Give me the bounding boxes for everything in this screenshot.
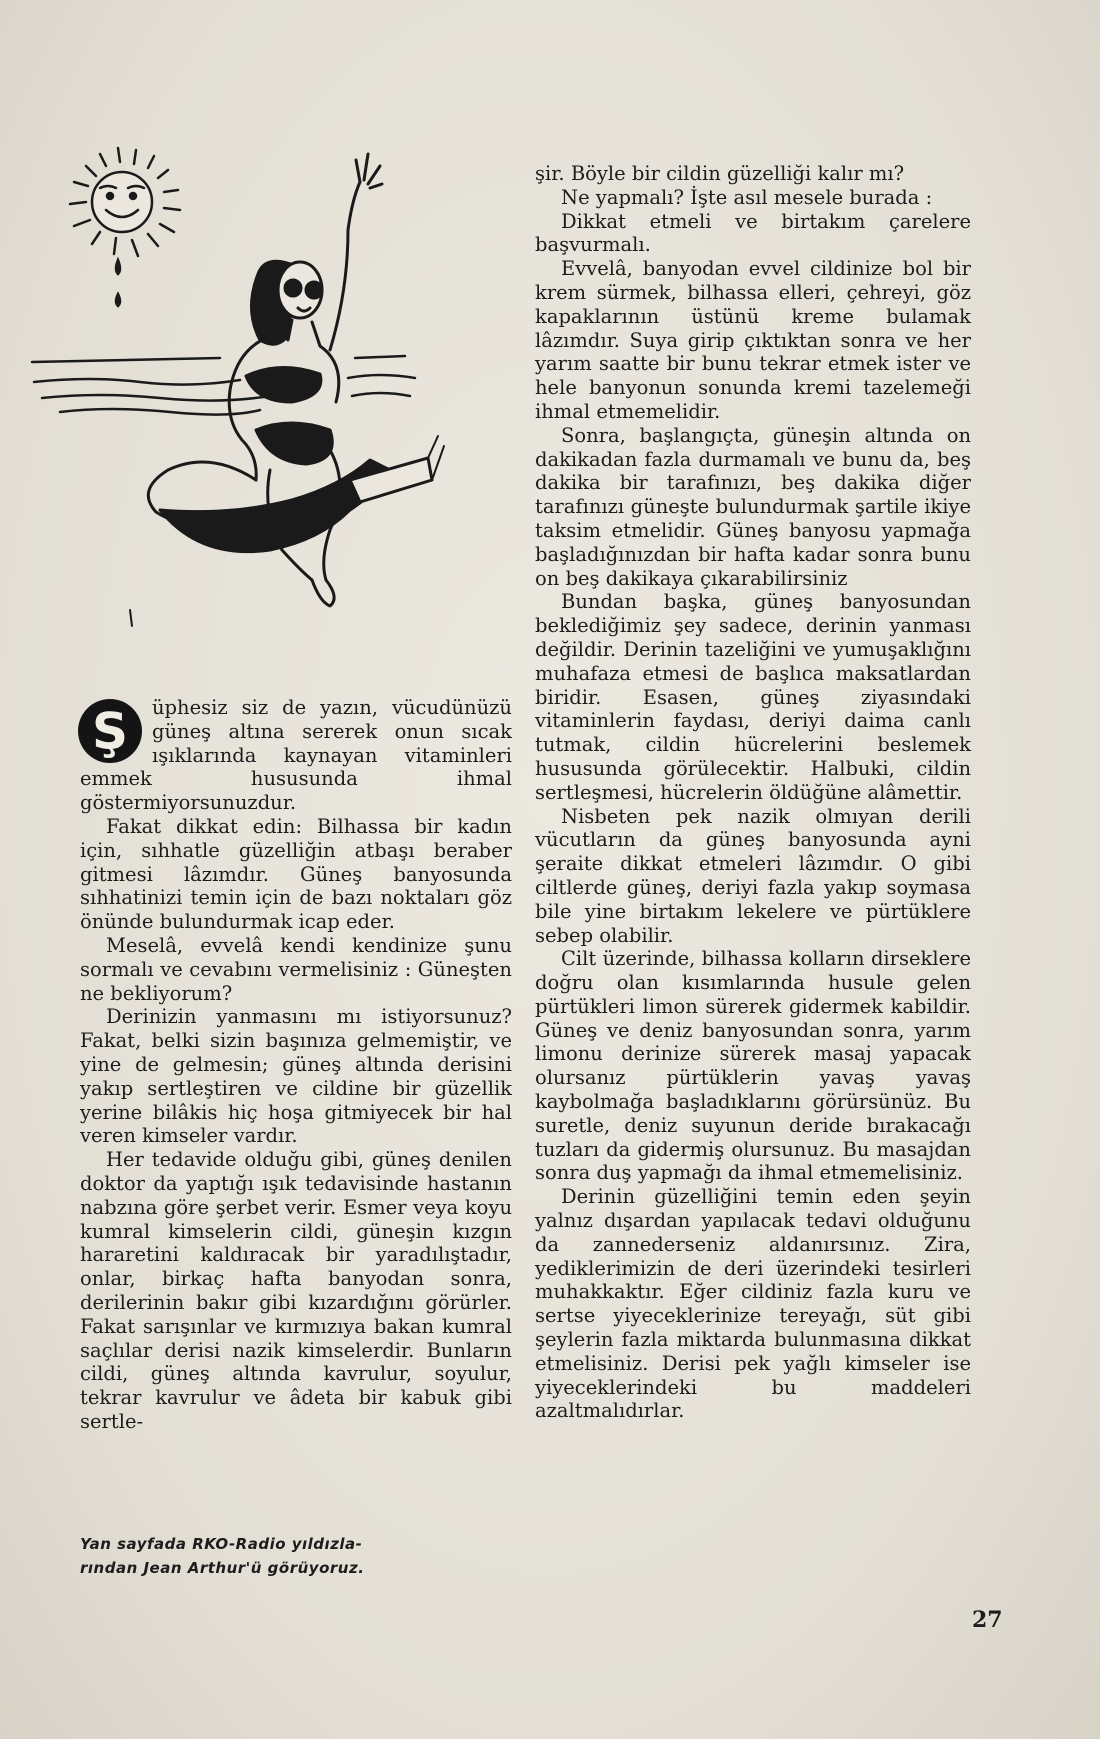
body-paragraph: Nisbeten pek nazik olmıyan derili vücutların da güneş banyosunda ayni şeraite dikkat etmeleri lâzımdır. O gibi ciltlerde güneş, deriyi fazla yakıp soymasa bile yine birtakım lekelere ve pürtüklere sebep olabilir.: [535, 804, 971, 947]
sea-waves: [32, 356, 415, 415]
body-paragraph: Dikkat etmeli ve birtakım çarelere başvurmalı.: [535, 209, 971, 257]
left-text-column: [80, 696, 512, 1434]
caption-line: Yan sayfada RKO-Radio yıldızla-: [80, 1535, 363, 1553]
body-paragraph: Sonra, başlangıçta, güneşin altında on dakikadan fazla durmamalı ve bunu da, beş dakika bir tarafınızı, beş dakika diğer tarafınızı güneşte bulundurmak şartile ikiye taksim etmelidir. Güneş banyosu yapmağa başladığınızdan bir hafta kadar sonra bunu on beş dakikaya çıkarabilirsiniz: [535, 423, 971, 590]
body-paragraph: şir. Böyle bir cildin güzelliği kalır mı?: [535, 162, 905, 185]
page-number: 27: [972, 1607, 1003, 1633]
body-paragraph: Fakat dikkat edin: Bilhassa bir kadın için, sıhhatle güzelliğin atbaşı beraber gitmesi lâzımdır. Güneş banyosunda sıhhatinizi temin için de bazı noktaları göz önünde bulundurmak icap eder.: [80, 814, 512, 934]
body-paragraph: Ne yapmalı? İşte asıl mesele burada :: [561, 185, 933, 209]
right-text-column: [535, 162, 971, 1423]
body-paragraph: Evvelâ, banyodan evvel cildinize bol bir krem sürmek, bilhassa elleri, çehreyi, göz kapaklarının üstünü kreme bulamak lâzımdır. Suya girip çıktıktan sonra ve her yarım saatte bir bunu tekrar etmek ister ve hele banyonun sonunda kremi tazelemeği ihmal etmemelidir.: [535, 257, 971, 423]
body-paragraph: Meselâ, evvelâ kendi kendinize şunu sormalı ve cevabını vermelisiniz : Güneşten ne bekliyorum?: [80, 933, 512, 1005]
intro-text: üphesiz siz de yazın, vücudünüzü güneş altına sererek onun sıcak ışıklarında kaynayan vitaminleri emmek hususunda ihmal göstermiyorsunuzdur.: [80, 696, 512, 815]
intro-paragraph: [80, 696, 512, 815]
photo-caption: [80, 1532, 440, 1580]
drop-cap: Ş: [78, 699, 142, 763]
body-paragraph: Derinizin yanmasını mı istiyorsunuz? Fakat, belki sizin başınıza gelmemiştir, ve yine de gelmesin; güneş altında derisini yakıp sertleştiren ve cildine bir güzellik yerine bilâkis hiç hoşa gitmiyecek bir hal veren kimseler vardır.: [80, 1005, 512, 1148]
sunbathing-woman-illustration: [30, 140, 530, 700]
sun-icon: [70, 148, 180, 306]
body-paragraph: Derinin güzelliğini temin eden şeyin yalnız dışardan yapılacak tedavi olduğunu da zannederseniz aldanırsınız. Zira, yediklerimizin de deri üzerindeki tesirleri muhakkaktır. Eğer cildiniz fazla kuru ve sertse yiyeceklerinize tereyağı, süt gibi şeylerin fazla miktarda bulunmasına dikkat etmelisiniz. Derisi pek yağlı kimseler ise yiyeceklerindeki bu maddeleri azaltmalıdırlar.: [535, 1185, 971, 1423]
body-paragraph: Cilt üzerinde, bilhassa kolların dirseklere doğru olan kısımlarında husule gelen pürtükleri limon sürerek gidermek kabildir. Güneş ve deniz banyosundan sonra, yarım limonu derinize sürerek masaj yapacak olursanız pürtüklerin yavaş yavaş kaybolmağa başladıklarını görürsünüz. Bu suretle, deniz suyunun deride bırakacağı tuzları da gidermiş olursunuz. Bu masajdan sonra duş yapmağı da ihmal etmemelisiniz.: [535, 947, 971, 1185]
woman-figure: [130, 154, 444, 626]
body-paragraph: Her tedavide olduğu gibi, güneş denilen doktor da yaptığı ışık tedavisinde hastanın nabzına göre şerbet verir. Esmer veya koyu kumral kimselerin cildi, güneşin kızgın hararetini kaldıracak bir yaradılıştadır, onlar, birkaç hafta banyodan sonra, derilerinin bakır gibi kızardığını görürler. Fakat sarışınlar ve kırmızıya bakan kumral saçlılar derisi nazik kimselerdir. Bunların cildi, güneş altında kavrulur, soyulur, tekrar kavrulur ve âdeta bir kabuk gibi sertle-: [80, 1148, 512, 1433]
caption-line: rından Jean Arthur'ü görüyoruz.: [80, 1559, 365, 1577]
body-paragraph: Bundan başka, güneş banyosundan beklediğimiz şey sadece, derinin yanması değildir. Derinin tazeliğini ve yumuşaklığını muhafaza etmesi de başlıca maksatlardan biridir. Esasen, güneş ziyasındaki vitaminlerin faydası, deriyi daima canlı tutmak, cildin hücrelerini beslemek hususunda görülecektir. Halbuki, cildin sertleşmesi, hücrelerin öldüğüne alâmettir.: [535, 590, 971, 804]
